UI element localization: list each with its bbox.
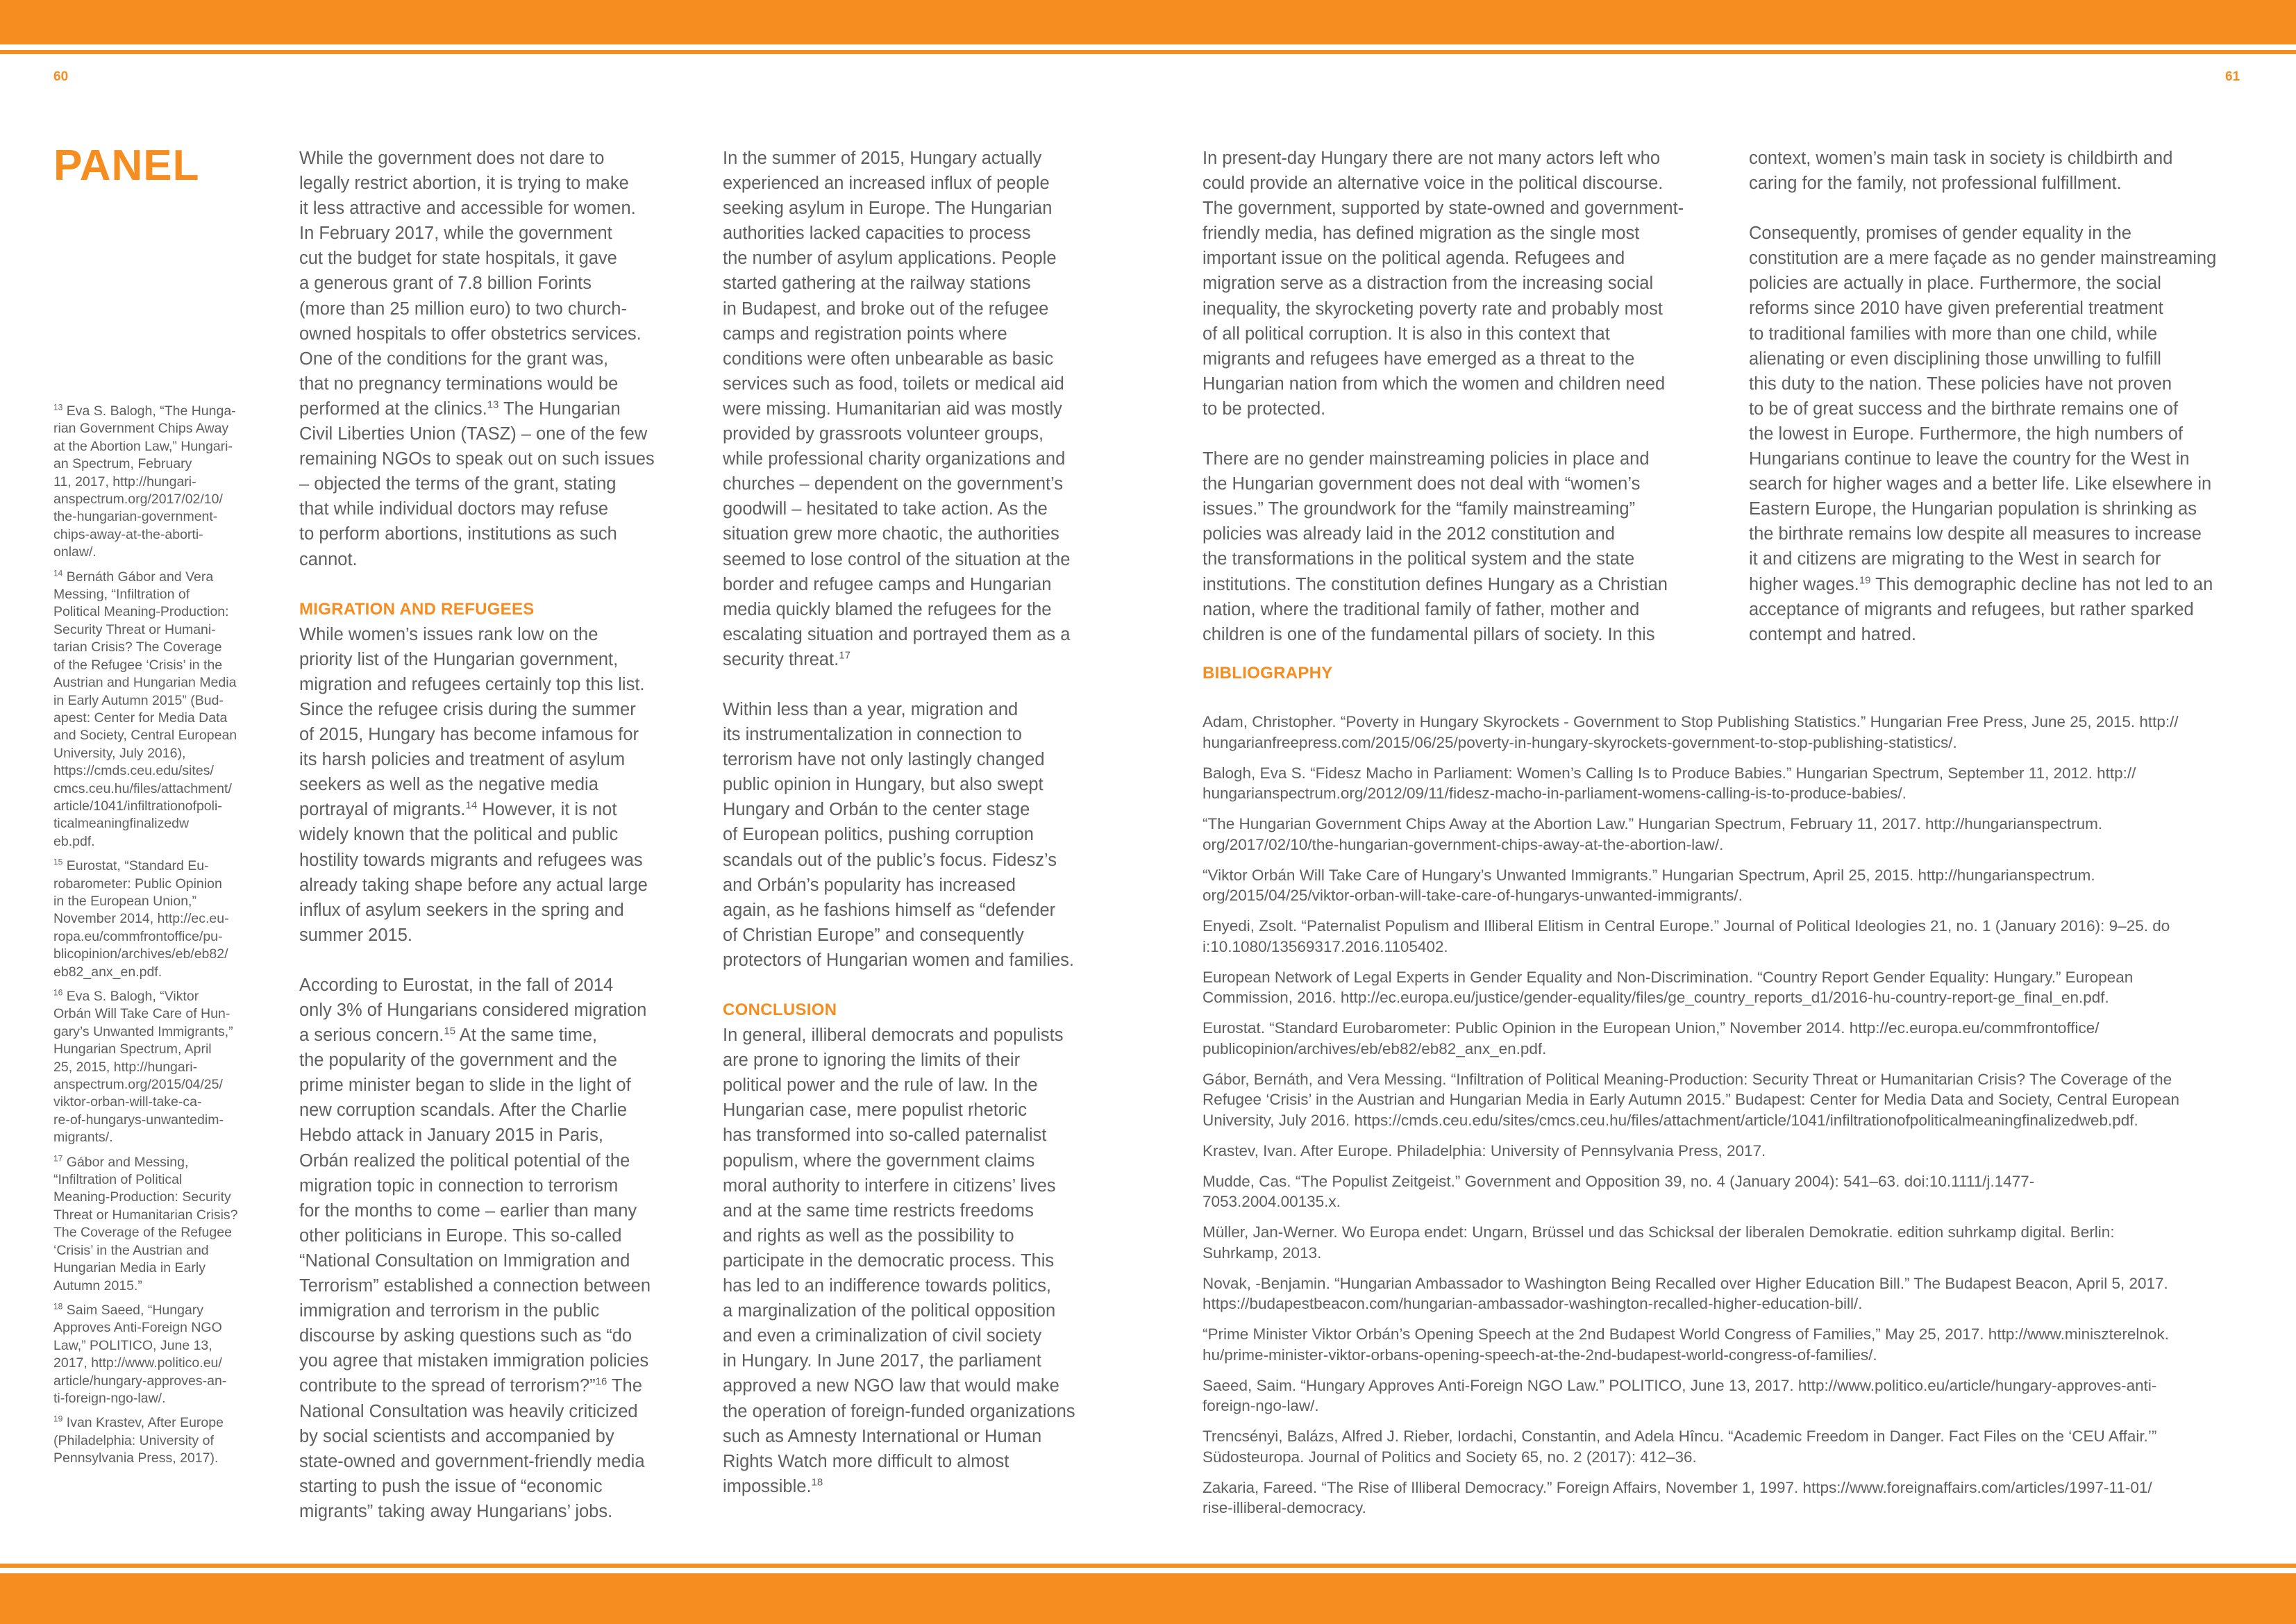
- text-line: legally restrict abortion, it is trying to make: [299, 174, 629, 194]
- text-line: acceptance of migrants and refugees, but rather sparked: [1749, 599, 2194, 619]
- text-line: Orbán realized the political potential of the: [299, 1150, 630, 1171]
- text-line: by social scientists and accompanied by: [299, 1426, 614, 1446]
- text-line: hostility towards migrants and refugees was: [299, 850, 643, 870]
- footnote-line: University, July 2016),: [53, 745, 186, 761]
- bibliography-line: hungarianspectrum.org/2012/09/11/fidesz-macho-in-parliament-womens-calling-is-to-produce-babies/.: [1203, 785, 1907, 802]
- bibliography-entry: [1203, 1222, 2244, 1263]
- footnote-line: anspectrum.org/2015/04/25/: [53, 1077, 223, 1093]
- text-line: caring for the family, not professional fulfillment.: [1749, 174, 2122, 194]
- footnote-line: 2017, http://www.politico.eu/: [53, 1355, 222, 1371]
- footnote-line: apest: Center for Media Data: [53, 710, 228, 726]
- text-line: has transformed into so-called paternalist: [723, 1125, 1047, 1146]
- bibliography-line: Mudde, Cas. “The Populist Zeitgeist.” Government and Opposition 39, no. 4 (January 2004): 541–63. doi:10.1111/j.1477-: [1203, 1172, 2035, 1190]
- text-line: participate in the democratic process. This: [723, 1250, 1055, 1271]
- heading-bibliography: BIBLIOGRAPHY: [1203, 664, 1333, 683]
- footnote-line: Eva S. Balogh, “Viktor: [66, 989, 199, 1004]
- text-line: prime minister began to slide in the light of: [299, 1075, 631, 1096]
- text-line: and rights as well as the possibility to: [723, 1225, 1014, 1246]
- footnote-line: of the Refugee ‘Crisis’ in the: [53, 657, 223, 673]
- text-line: of 2015, Hungary has become infamous for: [299, 725, 639, 745]
- text-line: new corruption scandals. After the Charlie: [299, 1100, 627, 1121]
- bibliography-line: org/2015/04/25/viktor-orban-will-take-care-of-hungarys-unwanted-immigrants/.: [1203, 887, 1743, 904]
- bibliography-line: i:10.1080/13569317.2016.1105402.: [1203, 937, 1448, 955]
- bibliography-line: Südosteuropa. Journal of Politics and Society 65, no. 2 (2017): 412–36.: [1203, 1448, 1697, 1466]
- footnote-line: Security Threat or Humani-: [53, 621, 216, 637]
- footnote-line: Autumn 2015.”: [53, 1278, 142, 1294]
- footnote-line: “Infiltration of Political: [53, 1172, 183, 1188]
- bibliography-line: “The Hungarian Government Chips Away at the Abortion Law.” Hungarian Spectrum, February 11, 2017. http://hungarianspectrum.: [1203, 815, 2103, 832]
- text-line: provided by grassroots volunteer groups,: [723, 424, 1044, 444]
- text-line: and at the same time restricts freedoms: [723, 1200, 1034, 1221]
- footnote-line: blicopinion/archives/eb/eb82/: [53, 946, 228, 962]
- text-line: in Hungary. In June 2017, the parliament: [723, 1351, 1041, 1371]
- text-line: situation grew more chaotic, the authorities: [723, 524, 1059, 544]
- footnote-line: https://cmds.ceu.edu/sites/: [53, 763, 214, 779]
- footnote-number: 14: [53, 568, 63, 578]
- bibliography-line: Eurostat. “Standard Eurobarometer: Public Opinion in the European Union,” November 2014. http://ec.europa.eu/commfrontoffice/: [1203, 1019, 2100, 1037]
- footnote-number: 19: [53, 1414, 63, 1424]
- text-line: a serious concern.$^{15}$ At the same time,: [299, 1025, 598, 1046]
- text-line: Rights Watch more difficult to almost: [723, 1451, 1009, 1471]
- footnote-line: article/1041/infiltrationofpoli-: [53, 798, 222, 814]
- text-line: While the government does not dare to: [299, 149, 605, 168]
- text-line: of European politics, pushing corruption: [723, 825, 1034, 845]
- footnote-line: Gábor and Messing,: [66, 1154, 189, 1170]
- bibliography-line: Balogh, Eva S. “Fidesz Macho in Parliament: Women’s Calling Is to Produce Babies.” Hungarian Spectrum, September 11, 2012. http://: [1203, 764, 2136, 782]
- text-line: One of the conditions for the grant was,: [299, 349, 609, 369]
- footnote-line: eb82_anx_en.pdf.: [53, 964, 162, 980]
- text-line: In general, illiberal democrats and populists: [723, 1026, 1064, 1046]
- text-line: inequality, the skyrocketing poverty rate and probably most: [1203, 299, 1663, 319]
- column-3: [1203, 146, 1684, 647]
- footnote: [53, 1302, 265, 1407]
- text-line: nation, where the traditional family of father, mother and: [1203, 599, 1640, 619]
- footnote-line: The Coverage of the Refugee: [53, 1225, 232, 1241]
- text-line: authorities lacked capacities to process: [723, 224, 1031, 244]
- text-line: moral authority to interfere in citizens’ lives: [723, 1175, 1056, 1196]
- bibliography-entry: [1203, 814, 2244, 855]
- text-line: conditions were often unbearable as basic: [723, 349, 1054, 369]
- footnote-number: 16: [53, 987, 63, 998]
- text-line: Hungarians continue to leave the country for the West in: [1749, 449, 2190, 469]
- text-line: public opinion in Hungary, but also swept: [723, 775, 1044, 795]
- heading-conclusion: CONCLUSION: [723, 1001, 837, 1019]
- bibliography-line: https://budapestbeacon.com/hungarian-ambassador-washington-recalled-higher-education-bill/.: [1203, 1295, 1863, 1312]
- text-line: migrants and refugees have emerged as a threat to the: [1203, 349, 1635, 369]
- text-line: the popularity of the government and the: [299, 1050, 617, 1071]
- bibliography-line: “Prime Minister Viktor Orbán’s Opening Speech at the 2nd Budapest World Congress of Families,” May 25, 2017. http://www.miniszterelnok.: [1203, 1325, 2169, 1343]
- footnote-line: gary’s Unwanted Immigrants,”: [53, 1023, 233, 1039]
- footnote-line: ‘Crisis’ in the Austrian and: [53, 1242, 209, 1258]
- top-orange-rule: [0, 50, 2296, 54]
- col1-paragraph-3: [299, 973, 655, 1524]
- bibliography-entry: [1203, 916, 2244, 957]
- text-line: priority list of the Hungarian government,: [299, 649, 619, 669]
- text-line: widely known that the political and public: [299, 825, 619, 845]
- text-line: issues.” The groundwork for the “family mainstreaming”: [1203, 499, 1636, 519]
- text-line: Hebdo attack in January 2015 in Paris,: [299, 1125, 604, 1146]
- footnote: [53, 569, 265, 851]
- text-line: cut the budget for state hospitals, it gave: [299, 249, 617, 269]
- footnote-line: chips-away-at-the-aborti-: [53, 526, 203, 542]
- text-line: security threat.$^{17}$: [723, 649, 850, 669]
- text-line: the number of asylum applications. People: [723, 249, 1057, 269]
- text-line: portrayal of migrants.$^{14}$ However, it is not: [299, 799, 617, 820]
- footnote-line: viktor-orban-will-take-ca-: [53, 1094, 202, 1110]
- bibliography-line: hungarianfreepress.com/2015/06/25/poverty-in-hungary-skyrockets-government-to-stop-publishing-statistics/.: [1203, 733, 1957, 751]
- bibliography-line: hu/prime-minister-viktor-orbans-opening-speech-at-the-2nd-budapest-world-congress-of-families/.: [1203, 1346, 1877, 1364]
- column-1: [299, 146, 655, 1524]
- bibliography-line: Enyedi, Zsolt. “Paternalist Populism and Illiberal Elitism in Central Europe.” Journal of Political Ideologies 21, no. 1 (January 2016): 9–25. do: [1203, 917, 2170, 935]
- text-line: migration topic in connection to terrorism: [299, 1175, 619, 1196]
- footnote-line: migrants/.: [53, 1130, 113, 1146]
- bibliography-line: 7053.2004.00135.x.: [1203, 1193, 1341, 1210]
- text-line: to perform abortions, institutions as such: [299, 524, 617, 544]
- footnote-line: Bernáth Gábor and Vera: [66, 569, 214, 585]
- text-line: that no pregnancy terminations would be: [299, 374, 619, 394]
- text-line: churches – dependent on the government’s: [723, 474, 1064, 494]
- text-line: In February 2017, while the government: [299, 224, 612, 244]
- bibliography-line: Commission, 2016. http://ec.europa.eu/justice/gender-equality/files/ge_country_reports_d1/2016-hu-country-report-ge_final_en.pdf.: [1203, 989, 2109, 1006]
- text-line: children is one of the fundamental pillars of society. In this: [1203, 624, 1655, 644]
- text-line: scandals out of the public’s focus. Fidesz’s: [723, 850, 1057, 870]
- text-line: the birthrate remains low despite all measures to increase: [1749, 524, 2202, 544]
- text-line: camps and registration points where: [723, 324, 1007, 344]
- footnotes-sidebar: [53, 403, 265, 1475]
- bibliography-line: “Viktor Orbán Will Take Care of Hungary’s Unwanted Immigrants.” Hungarian Spectrum, April 25, 2015. http://hungarianspectrum.: [1203, 866, 2095, 884]
- text-line: context, women’s main task in society is childbirth and: [1749, 149, 2173, 168]
- text-line: for the months to come – earlier than many: [299, 1200, 637, 1221]
- text-line: owned hospitals to offer obstetrics services.: [299, 324, 642, 344]
- footnote: [53, 403, 265, 562]
- footnote-line: rian Government Chips Away: [53, 421, 229, 437]
- footnote-line: cmcs.ceu.hu/files/attachment/: [53, 780, 232, 796]
- footnote-line: Ivan Krastev, After Europe: [66, 1415, 224, 1431]
- text-line: escalating situation and portrayed them as a: [723, 624, 1071, 644]
- text-line: of Christian Europe” and consequently: [723, 925, 1024, 945]
- text-line: “National Consultation on Immigration and: [299, 1250, 630, 1271]
- text-line: Hungarian nation from which the women and children need: [1203, 374, 1666, 394]
- text-line: political power and the rule of law. In the: [723, 1075, 1038, 1096]
- text-line: performed at the clinics.$^{13}$ The Hungarian: [299, 399, 621, 419]
- text-line: migration serve as a distraction from the increasing social: [1203, 274, 1654, 294]
- text-line: such as Amnesty International or Human: [723, 1426, 1042, 1446]
- text-line: Hungarian case, mere populist rhetoric: [723, 1100, 1027, 1121]
- footnote-line: onlaw/.: [53, 544, 97, 560]
- footnote: [53, 857, 265, 981]
- col3-paragraph-2: [1203, 446, 1684, 647]
- text-line: summer 2015.: [299, 925, 412, 945]
- col4-paragraph-1: [1749, 146, 2216, 196]
- page-number-left: 60: [53, 69, 69, 84]
- bibliography-entry: [1203, 865, 2244, 906]
- footnote-ref: 17: [839, 649, 850, 662]
- footnote-line: 25, 2015, http://hungari-: [53, 1059, 198, 1075]
- footnote-line: in the European Union,”: [53, 893, 196, 909]
- text-line: its harsh policies and treatment of asylum: [299, 750, 626, 770]
- text-line: terrorism have not only lastingly changed: [723, 750, 1045, 770]
- text-line: migrants” taking away Hungarians’ jobs.: [299, 1501, 613, 1521]
- text-line: seeking asylum in Europe. The Hungarian: [723, 199, 1053, 219]
- text-line: that while individual doctors may refuse: [299, 499, 609, 519]
- text-line: goodwill – hesitated to take action. As the: [723, 499, 1048, 519]
- text-line: impossible.$^{18}$: [723, 1476, 823, 1496]
- text-line: other politicians in Europe. This so-called: [299, 1225, 622, 1246]
- col4-paragraph-2: [1749, 221, 2216, 647]
- bibliography-entry: [1203, 1477, 2244, 1518]
- text-line: seemed to lose control of the situation at the: [723, 549, 1071, 569]
- top-orange-band: [0, 0, 2296, 44]
- text-line: migration and refugees certainly top this list.: [299, 674, 645, 694]
- text-line: reforms since 2010 have given preferential treatment: [1749, 299, 2163, 319]
- text-line: approved a new NGO law that would make: [723, 1376, 1059, 1396]
- text-line: Terrorism” established a connection between: [299, 1276, 651, 1296]
- text-line: Civil Liberties Union (TASZ) – one of the few: [299, 424, 648, 444]
- footnote-line: Hungarian Spectrum, April: [53, 1041, 212, 1057]
- col1-paragraph-2: [299, 622, 655, 948]
- bibliography-line: Adam, Christopher. “Poverty in Hungary Skyrockets - Government to Stop Publishing Statistics.” Hungarian Free Press, June 25, 2015. http://: [1203, 713, 2179, 730]
- footnote-line: Hungarian Media in Early: [53, 1260, 206, 1276]
- footnote-line: eb.pdf.: [53, 833, 95, 849]
- footnote-line: an Spectrum, February: [53, 456, 192, 472]
- bibliography-entry: [1203, 1273, 2244, 1314]
- bibliography-entry: [1203, 1018, 2244, 1059]
- text-line: Since the refugee crisis during the summer: [299, 699, 636, 719]
- footnote-line: re-of-hungarys-unwantedim-: [53, 1112, 224, 1128]
- col1-paragraph-1: [299, 146, 655, 572]
- text-line: only 3% of Hungarians considered migration: [299, 1001, 647, 1020]
- text-line: Hungary and Orbán to the center stage: [723, 800, 1030, 820]
- footnote-line: in Early Autumn 2015” (Bud-: [53, 692, 224, 708]
- bibliography-line: Müller, Jan-Werner. Wo Europa endet: Ungarn, Brüssel und das Schicksal der liberalen Demokratie. edition suhrkamp digital. Berlin:: [1203, 1223, 2115, 1241]
- footnote-line: Messing, “Infiltration of: [53, 587, 190, 603]
- text-line: in Budapest, and broke out of the refugee: [723, 299, 1049, 319]
- text-line: to traditional families with more than one child, while: [1749, 324, 2158, 344]
- col2-paragraph-1: [723, 146, 1075, 672]
- text-line: Consequently, promises of gender equality in the: [1749, 224, 2131, 244]
- footnote-ref: 14: [465, 799, 478, 812]
- bibliography-line: Saeed, Saim. “Hungary Approves Anti-Foreign NGO Law.” POLITICO, June 13, 2017. http://www.politico.eu/article/hungary-approves-anti-: [1203, 1376, 2157, 1394]
- text-line: state-owned and government-friendly media: [299, 1451, 645, 1471]
- bibliography-line: Novak, -Benjamin. “Hungarian Ambassador to Washington Being Recalled over Higher Education Bill.” The Budapest Beacon, April 5, 2017.: [1203, 1274, 2168, 1292]
- bibliography-entry: [1203, 1426, 2244, 1467]
- text-line: media quickly blamed the refugees for the: [723, 599, 1052, 619]
- text-line: again, as he fashions himself as “defender: [723, 900, 1056, 920]
- text-line: and even a criminalization of civil society: [723, 1326, 1042, 1346]
- bibliography-entry: [1203, 1375, 2244, 1416]
- text-line: were missing. Humanitarian aid was mostly: [723, 399, 1062, 419]
- text-line: contribute to the spread of terrorism?”$^{16}$ The: [299, 1375, 642, 1396]
- text-line: the lowest in Europe. Furthermore, the high numbers of: [1749, 424, 2184, 444]
- text-line: this duty to the nation. These policies have not proven: [1749, 374, 2172, 394]
- bibliography-line: Trencsényi, Balázs, Alfred J. Rieber, Iordachi, Constantin, and Adela Hîncu. “Academic Freedom in Danger. Fact Files on the ‘CEU Affair.’”: [1203, 1428, 2157, 1445]
- footnote-line: Austrian and Hungarian Media: [53, 675, 237, 691]
- bibliography-entry: [1203, 1069, 2244, 1131]
- footnote: [53, 988, 265, 1147]
- footnote-ref: 13: [487, 399, 499, 411]
- bibliography-line: publicopinion/archives/eb/eb82/eb82_anx_en.pdf.: [1203, 1039, 1547, 1057]
- bibliography-entry: [1203, 1171, 2244, 1212]
- bibliography-line: org/2017/02/10/the-hungarian-government-chips-away-at-the-abortion-law/.: [1203, 835, 1724, 853]
- footnote-line: ropa.eu/commfrontoffice/pu-: [53, 928, 223, 944]
- footnote-line: robarometer: Public Opinion: [53, 876, 222, 891]
- footnote-number: 17: [53, 1153, 63, 1164]
- text-line: Eastern Europe, the Hungarian population is shrinking as: [1749, 499, 2197, 519]
- footnote-line: 11, 2017, http://hungari-: [53, 474, 196, 489]
- text-line: started gathering at the railway stations: [723, 274, 1031, 294]
- footnote-line: article/hungary-approves-an-: [53, 1373, 227, 1389]
- text-line: a generous grant of 7.8 billion Forints: [299, 274, 592, 294]
- text-line: and Orbán’s popularity has increased: [723, 875, 1016, 895]
- text-line: In present-day Hungary there are not many actors left who: [1203, 149, 1661, 168]
- bottom-orange-rule: [0, 1564, 2296, 1568]
- text-line: to be of great success and the birthrate remains one of: [1749, 399, 2179, 419]
- footnote: [53, 1154, 265, 1295]
- text-line: of all political corruption. It is also in this context that: [1203, 324, 1610, 344]
- text-line: alienating or even disciplining those unwilling to fulfill: [1749, 349, 2161, 369]
- bibliography-entry: [1203, 712, 2244, 753]
- text-line: are prone to ignoring the limits of their: [723, 1050, 1021, 1071]
- bibliography-line: University, July 2016. https://cmds.ceu.edu/sites/cmcs.ceu.hu/files/attachment/article/1041/infiltrationofpoliticalmeaningfinalizedweb.pdf.: [1203, 1111, 2138, 1129]
- footnote-line: Approves Anti-Foreign NGO: [53, 1320, 222, 1336]
- column-4: [1749, 146, 2216, 647]
- bottom-orange-band: [0, 1573, 2296, 1624]
- text-line: cannot.: [299, 549, 358, 569]
- bibliography-list: [1203, 712, 2244, 1528]
- column-2: [723, 146, 1075, 1499]
- text-line: protectors of Hungarian women and families.: [723, 950, 1075, 970]
- text-line: while professional charity organizations and: [723, 449, 1066, 469]
- footnote-ref: 19: [1859, 574, 1871, 586]
- text-line: National Consultation was heavily criticized: [299, 1401, 638, 1421]
- footnote-ref: 16: [595, 1375, 607, 1388]
- text-line: – objected the terms of the grant, stating: [299, 474, 617, 494]
- footnote-line: ticalmeaningfinalizedw: [53, 816, 190, 832]
- footnote-line: November 2014, http://ec.eu-: [53, 911, 229, 927]
- footnote-line: Pennsylvania Press, 2017).: [53, 1450, 219, 1466]
- text-line: could provide an alternative voice in the political discourse.: [1203, 174, 1664, 194]
- bibliography-line: Zakaria, Fareed. “The Rise of Illiberal Democracy.” Foreign Affairs, November 1, 1997. https://www.foreignaffairs.com/articles/1997-11-01/: [1203, 1478, 2152, 1496]
- text-line: it less attractive and accessible for women.: [299, 199, 636, 219]
- bibliography-entry: [1203, 763, 2244, 804]
- text-line: immigration and terrorism in the public: [299, 1301, 600, 1321]
- text-line: While women’s issues rank low on the: [299, 624, 598, 644]
- footnote-line: Threat or Humanitarian Crisis?: [53, 1207, 238, 1223]
- footnote-line: anspectrum.org/2017/02/10/: [53, 492, 223, 508]
- footnote-line: Meaning-Production: Security: [53, 1189, 231, 1205]
- bibliography-entry: [1203, 967, 2244, 1008]
- text-line: policies was already laid in the 2012 constitution and: [1203, 524, 1615, 544]
- text-line: seekers as well as the negative media: [299, 775, 598, 795]
- footnote-line: the-hungarian-government-: [53, 509, 218, 525]
- text-line: contempt and hatred.: [1749, 624, 1916, 644]
- footnote-number: 15: [53, 857, 63, 867]
- text-line: remaining NGOs to speak out on such issues: [299, 449, 655, 469]
- page-number-right: 61: [2225, 69, 2240, 84]
- text-line: According to Eurostat, in the fall of 2014: [299, 975, 614, 995]
- bibliography-line: European Network of Legal Experts in Gender Equality and Non-Discrimination. “Country Report Gender Equality: Hungary.” European: [1203, 968, 2134, 986]
- text-line: has led to an indifference towards politics,: [723, 1276, 1051, 1296]
- text-line: important issue on the political agenda. Refugees and: [1203, 249, 1625, 269]
- text-line: The government, supported by state-owned and government-: [1203, 199, 1684, 219]
- col2-paragraph-3: [723, 1023, 1075, 1499]
- footnote: [53, 1414, 265, 1467]
- text-line: There are no gender mainstreaming policies in place and: [1203, 449, 1650, 469]
- footnote-line: Orbán Will Take Care of Hun-: [53, 1006, 231, 1022]
- footnote-number: 13: [53, 402, 63, 412]
- bibliography-line: foreign-ngo-law/.: [1203, 1397, 1319, 1414]
- heading-migration-and-refugees: MIGRATION AND REFUGEES: [299, 599, 535, 619]
- text-line: the transformations in the political system and the state: [1203, 549, 1635, 569]
- bibliography-line: Krastev, Ivan. After Europe. Philadelphia: University of Pennsylvania Press, 2017.: [1203, 1141, 1766, 1160]
- text-line: Within less than a year, migration and: [723, 699, 1019, 719]
- footnote-line: ti-foreign-ngo-law/.: [53, 1390, 166, 1406]
- bibliography-line: Refugee ‘Crisis’ in the Austrian and Hungarian Media in Early Autumn 2015.” Budapest: Center for Media Data and Society, Central European: [1203, 1091, 2180, 1108]
- footnote-line: Political Meaning-Production:: [53, 604, 229, 620]
- text-line: starting to push the issue of “economic: [299, 1476, 603, 1496]
- text-line: constitution are a mere façade as no gender mainstreaming: [1749, 249, 2217, 269]
- text-line: a marginalization of the political opposition: [723, 1301, 1056, 1321]
- footnote-line: Eva S. Balogh, “The Hunga-: [66, 403, 236, 419]
- footnote-line: Law,” POLITICO, June 13,: [53, 1337, 212, 1353]
- text-line: its instrumentalization in connection to: [723, 725, 1022, 745]
- bibliography-line: rise-illiberal-democracy.: [1203, 1499, 1366, 1516]
- footnote-line: tarian Crisis? The Coverage: [53, 639, 222, 655]
- text-line: populism, where the government claims: [723, 1150, 1035, 1171]
- text-line: policies are actually in place. Furthermore, the social: [1749, 274, 2161, 294]
- text-line: experienced an increased influx of people: [723, 174, 1050, 194]
- footnote-line: Saim Saeed, “Hungary: [66, 1302, 204, 1318]
- text-line: you agree that mistaken immigration policies: [299, 1351, 649, 1371]
- footnote-line: at the Abortion Law,” Hungari-: [53, 438, 233, 454]
- section-label-panel: PANEL: [53, 142, 200, 190]
- bibliography-line: Gábor, Bernáth, and Vera Messing. “Infiltration of Political Meaning-Production: Security Threat or Humanitarian Crisis? The Coverage of the: [1203, 1070, 2172, 1088]
- col2-paragraph-2: [723, 697, 1075, 973]
- text-line: services such as food, toilets or medical aid: [723, 374, 1064, 394]
- footnote-line: and Society, Central European: [53, 728, 237, 744]
- col3-paragraph-1: [1203, 146, 1684, 421]
- text-line: the operation of foreign-funded organizations: [723, 1401, 1075, 1421]
- text-line: the Hungarian government does not deal with “women’s: [1203, 474, 1641, 494]
- text-line: to be protected.: [1203, 399, 1326, 419]
- text-line: already taking shape before any actual large: [299, 875, 648, 895]
- bibliography-entry: [1203, 1324, 2244, 1365]
- bibliography-line: Suhrkamp, 2013.: [1203, 1244, 1322, 1262]
- text-line: higher wages.$^{19}$ This demographic decline has not led to an: [1749, 574, 2213, 594]
- text-line: friendly media, has defined migration as the single most: [1203, 224, 1640, 244]
- footnote-line: (Philadelphia: University of: [53, 1432, 214, 1448]
- bibliography-entry: [1203, 1141, 2244, 1162]
- footnote-ref: 15: [444, 1025, 456, 1037]
- text-line: (more than 25 million euro) to two church-: [299, 299, 627, 319]
- text-line: search for higher wages and a better life. Like elsewhere in: [1749, 474, 2212, 494]
- text-line: institutions. The constitution defines Hungary as a Christian: [1203, 574, 1668, 594]
- text-line: it and citizens are migrating to the West in search for: [1749, 549, 2161, 569]
- text-line: In the summer of 2015, Hungary actually: [723, 149, 1042, 168]
- text-line: influx of asylum seekers in the spring and: [299, 900, 624, 920]
- footnote-number: 18: [53, 1301, 63, 1312]
- footnote-ref: 18: [811, 1476, 823, 1489]
- footnote-line: Eurostat, “Standard Eu-: [66, 858, 209, 874]
- text-line: discourse by asking questions such as “do: [299, 1326, 632, 1346]
- text-line: border and refugee camps and Hungarian: [723, 574, 1052, 594]
